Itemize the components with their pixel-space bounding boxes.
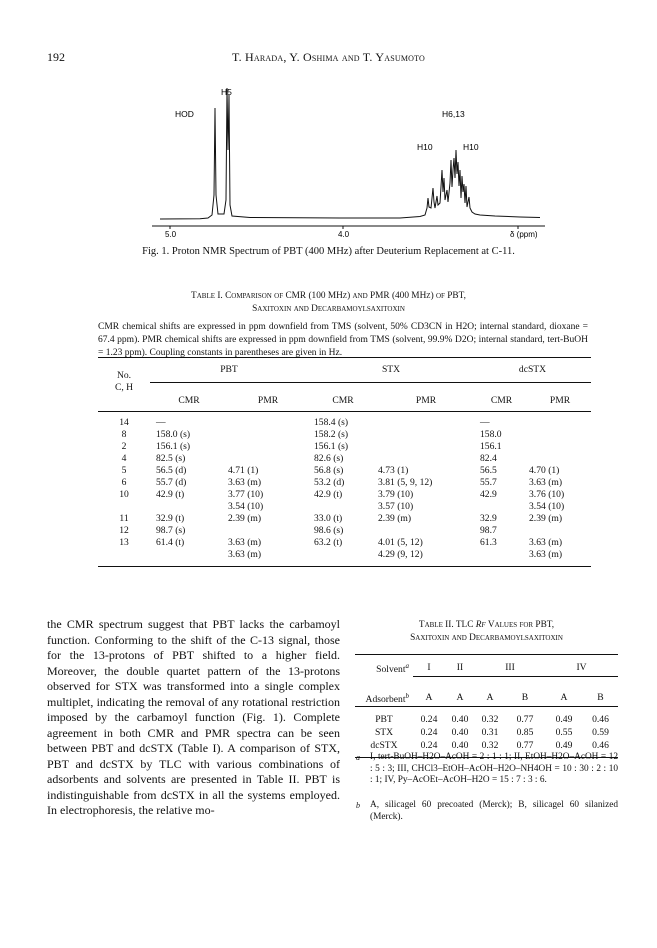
table1-title-line1: Table I. Comparison of CMR (100 MHz) and PMR (400 MHz) of PBT, — [191, 291, 466, 301]
table1-cell-stx-cmr: 158.2 (s) — [314, 428, 349, 440]
table1-head-dcstx: dcSTX — [518, 364, 547, 375]
table1-cell-dcstx-cmr — [474, 549, 529, 561]
table1-cell-no: 6 — [121, 476, 127, 488]
table2-rf-value: 0.46 — [592, 739, 609, 751]
table2-rf-value: 0.49 — [555, 739, 573, 751]
table1-cell-dcstx-pmr: 4.70 (1) — [529, 464, 560, 476]
table1-cell-dcstx-cmr: 98.7 — [480, 524, 497, 536]
table2-adsorbent: A — [425, 692, 433, 704]
table1-cell-pbt-pmr — [228, 453, 308, 465]
table1-head-pbt-pmr: PMR — [257, 394, 279, 406]
table1-cell-pbt-pmr: 3.63 (m) — [228, 536, 262, 548]
table1-cell-no: 12 — [119, 524, 129, 536]
table1-cell-dcstx-pmr — [529, 441, 591, 453]
table1-cell-stx-pmr: 4.01 (5, 12) — [378, 536, 423, 548]
table2-adsorbent-label: Adsorbent$^b$ — [365, 691, 409, 705]
table1-cell-pbt-cmr — [150, 501, 228, 513]
table1-cell-no: 13 — [119, 536, 129, 548]
table1-cell-pbt-pmr: 3.54 (10) — [228, 500, 264, 512]
table1-cell-dcstx-cmr: 158.0 — [480, 428, 502, 440]
table1-row — [98, 513, 591, 525]
table1-cell-dcstx-cmr: — — [480, 416, 490, 428]
table1-row — [98, 441, 591, 453]
peak-label-hod: HOD — [175, 109, 194, 119]
table1-head-stx: STX — [381, 364, 401, 375]
table1-cell-pbt-cmr: 56.5 (d) — [156, 464, 187, 476]
table1-cell-stx-pmr: 2.39 (m) — [378, 512, 412, 524]
table2-rf-value: 0.77 — [516, 713, 534, 725]
table2-adsorbent: B — [521, 692, 529, 704]
table1-cell-pbt-cmr: 61.4 (t) — [156, 536, 185, 548]
table1-cell-pbt-pmr — [228, 525, 308, 537]
table2-rf-value: 0.49 — [555, 713, 573, 725]
table1-cell-no: 2 — [121, 440, 127, 452]
table1-row — [98, 489, 591, 501]
table1-cell-dcstx-cmr — [474, 501, 529, 513]
table2-rf-value: 0.46 — [592, 713, 609, 725]
footnote-a-text: I, tert-BuOH–H2O–AcOH = 2 : 1 : 1; II, EtOH–H2O–AcOH = 12 : 5 : 3; III, CHCl3–EtOH–AcOH–H2O–NH4OH = 10 : 30 : 2 : 10 : 1; IV, Py–AcOEt–AcOH–H2O = 15 : 7 : 3 : 6. — [370, 752, 618, 786]
figure-caption: Fig. 1. Proton NMR Spectrum of PBT (400 MHz) after Deuterium Replacement at C-11. — [142, 246, 515, 257]
table1-head-no: No. — [116, 370, 132, 381]
table1-head-dcstx-pmr: PMR — [549, 394, 571, 406]
table1-cell-no — [98, 501, 150, 513]
table1-cell-stx-cmr — [308, 501, 378, 513]
x-tick-label-left: 5.0 — [165, 230, 177, 239]
peak-label-h10-left: H10 — [417, 142, 433, 152]
table1-cell-dcstx-cmr: 42.9 — [480, 488, 497, 500]
table2-rf-value: 0.32 — [481, 713, 499, 725]
table1-cell-stx-cmr: 33.0 (t) — [314, 512, 343, 524]
table2-title-line2: Saxitoxin and Decarbamoylsaxitoxin — [410, 633, 563, 643]
table1-head-stx-cmr: CMR — [332, 394, 354, 406]
table2-solvent-label: Solvent$^a$ — [376, 662, 409, 676]
table1-cell-dcstx-pmr — [529, 525, 591, 537]
table1-cell-dcstx-pmr — [529, 453, 591, 465]
peak-label-h5: H5 — [221, 87, 232, 97]
table2-rf-value: 0.59 — [592, 726, 609, 738]
table2-rf-value: 0.55 — [555, 726, 573, 738]
table1-cell-stx-cmr — [308, 549, 378, 561]
table2-solvent-iv: IV — [576, 662, 587, 674]
table2-rf-value: 0.24 — [420, 713, 438, 725]
table2-rf-value: 0.40 — [451, 726, 469, 738]
table1-cell-pbt-cmr: 42.9 (t) — [156, 488, 185, 500]
table1-cell-stx-pmr: 4.73 (1) — [378, 464, 409, 476]
table1-cell-no: 5 — [121, 464, 127, 476]
table1-cell-pbt-pmr — [228, 441, 308, 453]
footnote-a-mark: a — [356, 753, 360, 762]
table1-cell-dcstx-pmr: 3.76 (10) — [529, 488, 565, 500]
table1-cell-pbt-cmr: 55.7 (d) — [156, 476, 187, 488]
x-tick-label-mid: 4.0 — [338, 230, 350, 239]
table1-cell-stx-cmr: 156.1 (s) — [314, 440, 349, 452]
table1-cell-no — [98, 549, 150, 561]
table1-head-ch: C, H — [114, 382, 134, 393]
table2-compound-name: dcSTX — [370, 739, 398, 751]
page-number: 192 — [47, 50, 65, 64]
table1-cell-pbt-pmr — [228, 429, 308, 441]
nmr-spectrum-figure — [0, 0, 657, 245]
table2-adsorbent: A — [560, 692, 568, 704]
table1-row — [98, 537, 591, 549]
table1-row — [98, 501, 591, 513]
table2-title-line1: Table II. TLC Rf Values for PBT, — [418, 620, 555, 630]
peak-label-h613: H6,13 — [442, 109, 465, 119]
table1-cell-no: 4 — [121, 452, 127, 464]
table1-cell-dcstx-cmr: 82.4 — [480, 452, 497, 464]
table1-title-line2: Saxitoxin and Decarbamoylsaxitoxin — [252, 304, 405, 314]
table2-footnote-a — [356, 752, 618, 787]
table1-cell-stx-cmr: 56.8 (s) — [314, 464, 344, 476]
table1-cell-stx-pmr — [378, 429, 474, 441]
table1-cell-dcstx-cmr: 156.1 — [480, 440, 502, 452]
table1-cell-dcstx-pmr — [529, 429, 591, 441]
table2-rf-value: 0.40 — [451, 713, 469, 725]
table1-note: CMR chemical shifts are expressed in ppm downfield from TMS (solvent, 50% CD3CN in H2O; internal standard, dioxane = 67.4 ppm). PMR chemical shifts are expressed in ppm downfield from TMS (solvent, 99.9% D2O; internal standard, tert-BuOH = 1.23 ppm). Coupling constants in parentheses are given in Hz. — [98, 322, 588, 358]
table1-cell-pbt-pmr: 2.39 (m) — [228, 512, 262, 524]
table1-cell-dcstx-pmr: 3.63 (m) — [529, 476, 563, 488]
table1-cell-dcstx-cmr: 56.5 — [480, 464, 497, 476]
table1-title — [0, 290, 657, 316]
table1-cell-no: 14 — [119, 416, 129, 428]
table2-solvent-i: I — [427, 662, 431, 674]
running-header-authors: T. Harada, Y. Oshima and T. Yasumoto — [231, 50, 426, 64]
table1-row — [98, 417, 591, 429]
footnote-b-text: A, silicagel 60 precoated (Merck); B, silicagel 60 silanized (Merck). — [370, 800, 618, 822]
table2 — [355, 654, 618, 758]
body-paragraph: the CMR spectrum suggest that PBT lacks the carbamoyl function. Conforming to the shift of the C-13 signal, those for the 13-protons of PBT shifted to a higher field. Moreover, the double quartet pattern of the 13-protons observed for STX was transformed into a single complex multiplet, indicating the removal of any rotational restriction imposed by the carbamoyl function (Fig. 1). Complete agreement in both CMR and PMR spectra can be seen between PBT and dcSTX (Table I). A comparison of STX, PBT and dcSTX by TLC with various combinations of adsorbents and solvents are presented in Table II. PBT is indistinguishable from dcSTX in all the systems employed. In electrophoresis, the relative mo- — [47, 617, 340, 817]
table1-head-stx-pmr: PMR — [415, 394, 437, 406]
table1-cell-dcstx-cmr: 55.7 — [480, 476, 497, 488]
table2-rf-value: 0.32 — [481, 739, 499, 751]
table2-row — [355, 726, 618, 739]
table1-cell-dcstx-pmr: 3.63 (m) — [529, 536, 563, 548]
table1 — [98, 357, 591, 567]
table2-rf-value: 0.24 — [420, 726, 438, 738]
peak-label-h10-right: H10 — [463, 142, 479, 152]
table1-cell-dcstx-cmr: 61.3 — [480, 536, 497, 548]
table2-footnote-b — [356, 800, 618, 823]
table1-cell-stx-pmr: 4.29 (9, 12) — [378, 548, 423, 560]
table1-cell-dcstx-pmr: 2.39 (m) — [529, 512, 563, 524]
table1-cell-stx-cmr: 82.6 (s) — [314, 452, 344, 464]
table2-adsorbent: A — [486, 692, 494, 704]
table1-cell-stx-pmr — [378, 441, 474, 453]
table1-row — [98, 465, 591, 477]
table1-cell-stx-pmr: 3.81 (5, 9, 12) — [378, 476, 433, 488]
table1-cell-stx-cmr: 63.2 (t) — [314, 536, 343, 548]
table1-cell-pbt-pmr: 3.63 (m) — [228, 476, 262, 488]
x-axis-unit: δ (ppm) — [510, 230, 538, 239]
table2-compound-name: STX — [374, 726, 394, 738]
table1-cell-dcstx-cmr: 32.9 — [480, 512, 497, 524]
table2-title — [355, 619, 618, 645]
table2-rf-value: 0.31 — [481, 726, 499, 738]
table1-cell-pbt-pmr: 3.63 (m) — [228, 548, 262, 560]
table1-cell-stx-cmr: 158.4 (s) — [314, 416, 349, 428]
table1-cell-stx-cmr: 98.6 (s) — [314, 524, 344, 536]
table2-rf-value: 0.77 — [516, 739, 534, 751]
table2-row — [355, 713, 618, 726]
table1-cell-stx-pmr — [378, 417, 474, 429]
table1-cell-stx-pmr — [378, 525, 474, 537]
table2-rf-value: 0.24 — [420, 739, 438, 751]
table2-adsorbent: A — [456, 692, 464, 704]
footnote-b-mark: b — [356, 801, 360, 810]
table1-row — [98, 429, 591, 441]
table1-cell-pbt-cmr: 156.1 (s) — [156, 440, 191, 452]
table1-cell-stx-cmr: 42.9 (t) — [314, 488, 343, 500]
table1-cell-pbt-pmr — [228, 417, 308, 429]
table1-head-dcstx-cmr: CMR — [490, 394, 513, 406]
table1-cell-dcstx-pmr: 3.63 (m) — [529, 548, 563, 560]
table2-row — [355, 739, 618, 752]
table1-cell-pbt-cmr: 158.0 (s) — [156, 428, 191, 440]
table2-compound-name: PBT — [375, 713, 393, 725]
table2-solvent-iii: III — [505, 662, 515, 674]
table2-adsorbent: B — [597, 692, 604, 704]
spectrum-trace — [160, 88, 540, 219]
table1-head-pbt-cmr: CMR — [178, 394, 200, 406]
table1-cell-stx-pmr: 3.57 (10) — [378, 500, 414, 512]
table1-cell-no: 11 — [119, 512, 129, 524]
table1-cell-pbt-pmr: 3.77 (10) — [228, 488, 264, 500]
table1-cell-dcstx-pmr: 3.54 (10) — [529, 500, 565, 512]
table1-row — [98, 477, 591, 489]
table1-cell-no: 10 — [119, 488, 129, 500]
table2-solvent-ii: II — [456, 662, 464, 674]
table1-cell-pbt-cmr: — — [156, 416, 166, 428]
table1-cell-stx-pmr: 3.79 (10) — [378, 488, 414, 500]
table2-rf-value: 0.40 — [451, 739, 469, 751]
table1-cell-pbt-cmr — [150, 549, 228, 561]
table1-head-pbt: PBT — [220, 364, 238, 375]
table1-cell-no: 8 — [121, 428, 127, 440]
table1-cell-pbt-cmr: 82.5 (s) — [156, 452, 186, 464]
table1-row — [98, 549, 591, 561]
table1-cell-stx-pmr — [378, 453, 474, 465]
table1-row — [98, 525, 591, 537]
table1-cell-pbt-cmr: 32.9 (t) — [156, 512, 185, 524]
table1-cell-pbt-pmr: 4.71 (1) — [228, 464, 259, 476]
table1-cell-dcstx-pmr — [529, 417, 591, 429]
table1-cell-stx-cmr: 53.2 (d) — [314, 476, 345, 488]
table1-row — [98, 453, 591, 465]
table2-rf-value: 0.85 — [516, 726, 534, 738]
table1-cell-pbt-cmr: 98.7 (s) — [156, 524, 186, 536]
